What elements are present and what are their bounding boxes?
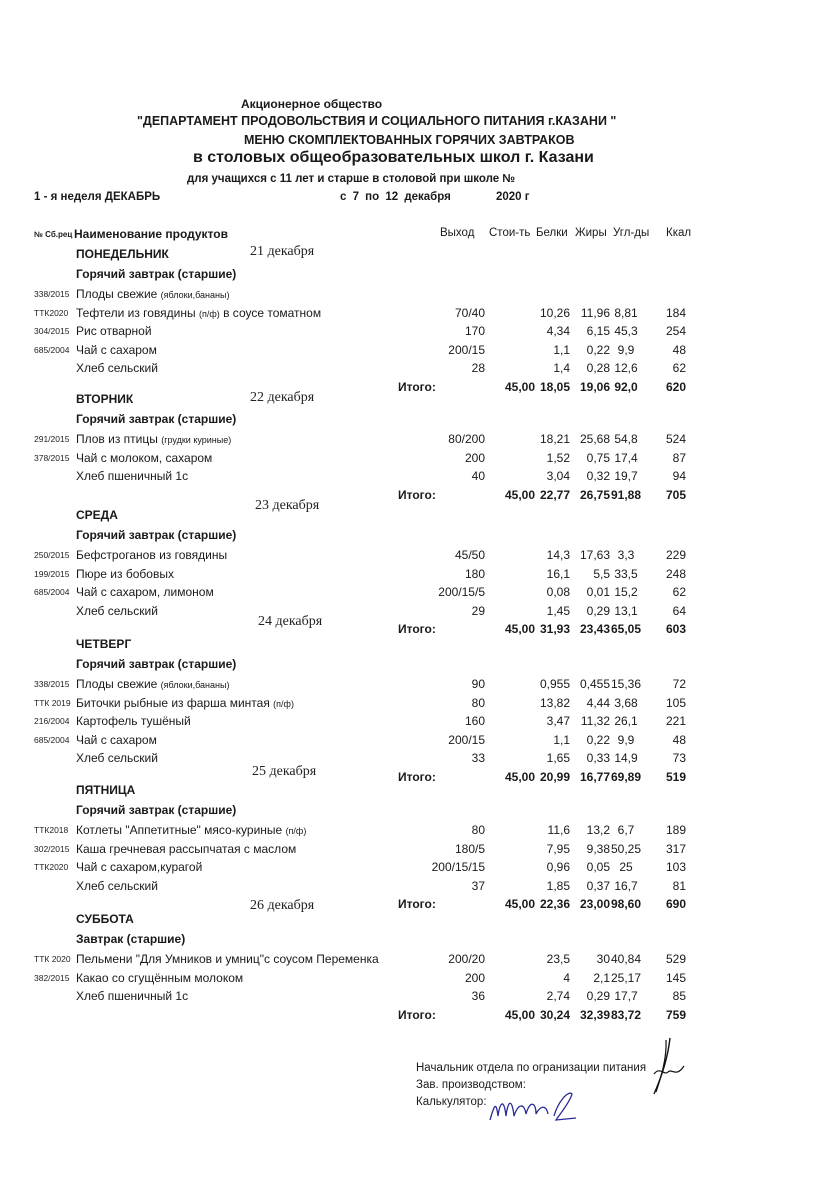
dish-note: (п/ф)	[273, 698, 294, 709]
dish-name-main: Картофель тушёный	[76, 714, 191, 728]
dish-name-main: Тефтели из говядины	[76, 305, 199, 320]
carbs-value: 45,3	[614, 324, 638, 338]
total-cost: 45,00	[504, 1007, 535, 1022]
output-value: 200/15/15	[431, 860, 485, 874]
total-carbs: 83,72	[610, 1007, 642, 1022]
carbs-value: 19,7	[614, 469, 638, 483]
column-kcal: Ккал	[666, 227, 692, 239]
menu-item-row	[0, 432, 813, 450]
kcal-value: 254	[665, 324, 686, 338]
output-value: 37	[471, 878, 485, 893]
dish-name-main: Хлеб сельский	[76, 878, 158, 893]
carbs-value: 9,9	[617, 732, 635, 747]
total-label: Итого:	[398, 379, 436, 394]
menu-item-row	[0, 879, 813, 897]
fat-value: 0,33	[586, 751, 610, 765]
day-date: 24 декабря	[258, 614, 323, 629]
column-output: Выход	[440, 227, 475, 239]
carbs-value: 12,6	[614, 361, 638, 375]
dish-name	[76, 361, 158, 375]
dish-name	[76, 879, 158, 893]
recipe-code: 338/2015	[34, 679, 70, 689]
dish-name-main: Пельмени "Для Умников и умниц"с соусом Переменка	[76, 952, 379, 966]
dish-note: (яблоки,бананы)	[160, 290, 230, 300]
recipe-code: 378/2015	[34, 452, 70, 463]
day-date: 23 декабря	[255, 498, 320, 513]
fat-value: 4,44	[586, 695, 610, 710]
dish-name-main: Рис отварной	[76, 324, 152, 338]
dish-name-main: Бефстроганов из говядины	[76, 548, 228, 562]
fat-value: 0,01	[586, 585, 610, 599]
carbs-value: 54,8	[614, 432, 638, 446]
protein-value: 18,21	[539, 432, 570, 446]
output-value: 200/15	[448, 342, 485, 357]
menu-item-row	[0, 585, 813, 603]
kcal-value: 317	[665, 841, 686, 856]
signature-head-mark	[640, 1036, 700, 1096]
carbs-value: 50,25	[610, 841, 642, 856]
menu-item-row	[0, 324, 813, 342]
recipe-code: 199/2015	[34, 568, 70, 579]
kcal-value: 103	[665, 860, 686, 874]
dish-note: (грудки куриные)	[161, 435, 232, 445]
dish-name-main: Чай с молоком, сахаром	[76, 450, 213, 465]
kcal-value: 524	[665, 432, 686, 446]
total-fat: 16,77	[579, 769, 610, 784]
dish-name	[76, 971, 243, 985]
output-value: 45/50	[454, 548, 485, 562]
recipe-code: 216/2004	[34, 716, 70, 726]
kcal-value: 94	[672, 469, 686, 483]
dish-note: (яблоки,бананы)	[160, 680, 230, 690]
protein-value: 0,08	[546, 585, 570, 599]
fat-value: 17,63	[579, 548, 610, 562]
column-protein: Белки	[536, 227, 568, 239]
carbs-value: 17,4	[614, 450, 638, 465]
dish-name-main: Хлеб сельский	[76, 751, 158, 765]
fat-value: 0,05	[586, 860, 610, 874]
kcal-value: 48	[672, 732, 686, 747]
output-value: 180/5	[454, 841, 485, 856]
protein-value: 16,1	[546, 566, 570, 581]
signature-head-label: Начальник отдела по огранизации питания	[416, 1062, 647, 1074]
total-kcal: 705	[665, 487, 686, 502]
recipe-code: 291/2015	[34, 434, 70, 444]
protein-value: 1,45	[546, 603, 570, 618]
fat-value: 0,29	[586, 989, 610, 1003]
dish-name	[76, 306, 321, 320]
total-label: Итого:	[398, 1007, 436, 1022]
protein-value: 11,6	[547, 823, 570, 837]
fat-value: 11,96	[580, 305, 610, 320]
carbs-value: 26,1	[614, 714, 638, 728]
column-fat: Жиры	[575, 227, 607, 239]
recipe-code: 685/2004	[34, 344, 70, 355]
kcal-value: 229	[665, 548, 686, 562]
total-kcal: 759	[665, 1007, 686, 1022]
dish-name-main: Чай с сахаром	[76, 732, 157, 747]
dish-name-main: Чай с сахаром, лимоном	[76, 585, 214, 599]
audience-line: для учащихся с 11 лет и старше в столовой при школе №	[187, 173, 516, 185]
total-cost: 45,00	[504, 622, 535, 636]
protein-value: 14,3	[546, 548, 570, 562]
meal-type: Горячий завтрак (старшие)	[76, 803, 237, 817]
dish-name	[76, 585, 214, 599]
total-carbs: 65,05	[610, 622, 642, 636]
day-name: ВТОРНИК	[76, 392, 134, 406]
dish-name	[76, 451, 212, 465]
signature-calculator-label: Калькулятор:	[416, 1096, 487, 1108]
total-cost: 45,00	[504, 487, 535, 502]
kcal-value: 248	[665, 566, 686, 581]
dish-name	[76, 324, 152, 338]
fat-value: 11,32	[580, 714, 610, 728]
dish-name	[76, 989, 188, 1003]
meal-type: Горячий завтрак (старшие)	[76, 528, 237, 542]
dish-name-main: Какао со сгущённым молоком	[76, 970, 244, 985]
carbs-value: 8,81	[614, 305, 638, 320]
dish-name-main: Плов из птицы	[76, 432, 162, 446]
day-date: 25 декабря	[252, 764, 317, 779]
recipe-code: ТТК2018	[34, 825, 69, 835]
menu-item-row	[0, 860, 813, 878]
fat-value: 0,455	[579, 677, 610, 691]
dish-name-main: Хлеб пшеничный 1с	[76, 989, 189, 1003]
total-cost: 45,00	[504, 769, 535, 784]
column-carbs: Угл-ды	[613, 227, 650, 239]
kcal-value: 221	[665, 714, 686, 728]
dish-name	[76, 860, 202, 874]
carbs-value: 3,68	[614, 695, 638, 710]
kcal-value: 64	[672, 603, 686, 618]
output-value: 90	[471, 677, 485, 691]
output-value: 80	[471, 823, 485, 837]
total-kcal: 519	[665, 769, 686, 784]
carbs-value: 17,7	[614, 989, 638, 1003]
menu-item-row	[0, 306, 813, 324]
total-fat: 26,75	[579, 487, 610, 502]
kcal-value: 62	[672, 361, 686, 375]
carbs-value: 6,7	[617, 823, 635, 837]
meal-type: Горячий завтрак (старшие)	[76, 267, 237, 281]
total-carbs: 91,88	[610, 487, 642, 502]
protein-value: 3,04	[546, 469, 570, 483]
total-carbs: 92,0	[614, 379, 638, 394]
carbs-value: 40,84	[610, 952, 642, 966]
day-date: 21 декабря	[250, 244, 315, 259]
kcal-value: 72	[672, 677, 686, 691]
menu-item-row	[0, 842, 813, 860]
output-value: 180	[464, 566, 485, 581]
output-value: 80/200	[448, 432, 485, 446]
dish-name	[76, 432, 231, 446]
protein-value: 13,82	[539, 695, 570, 710]
dish-name	[76, 751, 158, 765]
output-value: 70/40	[454, 305, 485, 320]
menu-item-row	[0, 952, 813, 970]
fat-value: 9,38	[586, 841, 610, 856]
menu-item-row	[0, 677, 813, 695]
protein-value: 1,65	[546, 751, 570, 765]
dish-name	[76, 696, 294, 710]
protein-value: 7,95	[546, 841, 570, 856]
column-code: № Сб.рец	[34, 230, 73, 239]
day-date: 26 декабря	[250, 898, 315, 913]
recipe-code: 302/2015	[34, 843, 70, 854]
output-value: 160	[464, 714, 485, 728]
recipe-code: 250/2015	[34, 550, 70, 560]
fat-value: 0,29	[586, 603, 610, 618]
total-carbs: 69,89	[610, 769, 642, 784]
dish-name	[76, 952, 379, 966]
protein-value: 1,1	[553, 732, 570, 747]
carbs-value: 25,17	[610, 970, 642, 985]
column-cost: Стои-ть	[489, 227, 531, 239]
recipe-code: 382/2015	[34, 972, 70, 983]
period-label: с 7 по 12 декабря	[340, 191, 451, 203]
dish-name	[76, 842, 296, 856]
recipe-code: 304/2015	[34, 326, 70, 336]
day-name: ПОНЕДЕЛЬНИК	[76, 247, 169, 261]
protein-value: 1,85	[546, 878, 570, 893]
dish-name	[76, 469, 188, 483]
total-carbs: 98,60	[610, 897, 642, 911]
dish-name-main: Хлеб пшеничный 1с	[76, 469, 189, 483]
output-value: 200	[464, 450, 485, 465]
dish-name	[76, 604, 158, 618]
total-protein: 22,36	[539, 897, 570, 911]
dish-name	[76, 823, 306, 837]
menu-item-row	[0, 971, 813, 989]
dish-name-tail: в соусе томатном	[219, 305, 322, 320]
menu-item-row	[0, 548, 813, 566]
carbs-value: 13,1	[614, 603, 638, 618]
total-kcal: 620	[665, 379, 686, 394]
fat-value: 2,1	[593, 970, 610, 985]
dish-name-main: Хлеб сельский	[76, 361, 158, 375]
output-value: 29	[471, 603, 485, 618]
total-protein: 31,93	[539, 622, 570, 636]
recipe-code: ТТК 2019	[34, 697, 71, 708]
total-protein: 18,05	[539, 379, 570, 394]
fat-value: 0,28	[586, 361, 610, 375]
output-value: 200/15	[448, 732, 485, 747]
protein-value: 23,5	[546, 952, 570, 966]
total-fat: 23,00	[579, 897, 610, 911]
org-type: Акционерное общество	[241, 97, 383, 111]
recipe-code: ТТК 2020	[34, 954, 71, 964]
menu-item-row	[0, 751, 813, 769]
fat-value: 25,68	[579, 432, 610, 446]
protein-value: 3,47	[546, 714, 570, 728]
menu-item-row	[0, 343, 813, 361]
menu-subtitle: в столовых общеобразовательных школ г. Казани	[193, 149, 594, 166]
fat-value: 0,37	[586, 878, 610, 893]
total-label: Итого:	[398, 897, 436, 911]
recipe-code: ТТК2020	[34, 307, 69, 318]
recipe-code: ТТК2020	[34, 862, 69, 872]
protein-value: 4,34	[546, 324, 570, 338]
fat-value: 0,32	[586, 469, 610, 483]
dish-name	[76, 714, 191, 728]
carbs-value: 9,9	[617, 342, 635, 357]
fat-value: 0,75	[586, 450, 610, 465]
fat-value: 13,2	[586, 823, 610, 837]
kcal-value: 105	[665, 695, 686, 710]
menu-item-row	[0, 287, 813, 305]
meal-type: Горячий завтрак (старшие)	[76, 412, 237, 426]
fat-value: 6,15	[586, 324, 610, 338]
signature-calculator-mark	[486, 1086, 586, 1126]
total-label: Итого:	[398, 769, 436, 784]
total-kcal: 690	[665, 897, 686, 911]
day-name: ПЯТНИЦА	[76, 783, 136, 797]
menu-item-row	[0, 567, 813, 585]
dish-name-main: Чай с сахаром,курагой	[76, 860, 203, 874]
carbs-value: 33,5	[614, 566, 638, 581]
total-cost: 45,00	[504, 379, 535, 394]
fat-value: 30	[596, 952, 610, 966]
dish-name	[76, 733, 157, 747]
kcal-value: 48	[672, 342, 686, 357]
dish-name	[76, 677, 229, 691]
total-protein: 20,99	[539, 769, 570, 784]
meal-type: Завтрак (старшие)	[76, 932, 186, 946]
signature-production-label: Зав. производством:	[416, 1079, 526, 1091]
dish-name-main: Плоды свежие	[76, 287, 161, 301]
day-total-row	[0, 488, 813, 506]
output-value: 200/15/5	[438, 585, 485, 599]
total-protein: 30,24	[539, 1007, 570, 1022]
kcal-value: 145	[665, 970, 686, 985]
carbs-value: 14,9	[614, 751, 638, 765]
total-label: Итого:	[398, 487, 436, 502]
day-name: ЧЕТВЕРГ	[76, 637, 132, 651]
total-kcal: 603	[665, 622, 686, 636]
meal-type: Горячий завтрак (старшие)	[76, 657, 237, 671]
carbs-value: 15,36	[610, 677, 642, 691]
menu-item-row	[0, 451, 813, 469]
carbs-value: 25	[619, 860, 633, 874]
dish-name	[76, 287, 229, 301]
org-name: "ДЕПАРТАМЕНТ ПРОДОВОЛЬСТВИЯ И СОЦИАЛЬНОГО ПИТАНИЯ г.КАЗАНИ "	[137, 114, 617, 128]
day-date: 22 декабря	[250, 390, 315, 405]
kcal-value: 73	[672, 751, 686, 765]
kcal-value: 529	[665, 952, 686, 966]
menu-item-row	[0, 604, 813, 622]
dish-name-main: Чай с сахаром	[76, 342, 157, 357]
menu-item-row	[0, 696, 813, 714]
dish-name	[76, 548, 227, 562]
output-value: 80	[471, 695, 485, 710]
output-value: 33	[471, 751, 485, 765]
day-name: СУББОТА	[76, 912, 134, 926]
year-label: 2020 г	[496, 191, 530, 203]
fat-value: 5,5	[593, 566, 610, 581]
menu-item-row	[0, 733, 813, 751]
total-label: Итого:	[398, 622, 436, 636]
fat-value: 0,22	[586, 732, 610, 747]
total-fat: 32,39	[579, 1007, 610, 1022]
menu-item-row	[0, 361, 813, 379]
recipe-code: 685/2004	[34, 587, 70, 597]
kcal-value: 184	[665, 305, 686, 320]
column-name: Наименование продуктов	[74, 227, 228, 241]
dish-name	[76, 567, 174, 581]
output-value: 40	[471, 469, 485, 483]
dish-note: (п/ф)	[285, 826, 307, 836]
total-protein: 22,77	[539, 487, 570, 502]
protein-value: 4	[563, 970, 570, 985]
dish-name	[76, 343, 157, 357]
protein-value: 0,96	[546, 860, 570, 874]
week-label: 1 - я неделя ДЕКАБРЬ	[34, 191, 161, 203]
protein-value: 0,955	[539, 677, 570, 691]
dish-note: (п/ф)	[198, 308, 220, 319]
kcal-value: 62	[672, 585, 686, 599]
protein-value: 1,52	[546, 450, 570, 465]
dish-name-main: Хлеб сельский	[76, 603, 158, 618]
recipe-code: 338/2015	[34, 289, 70, 299]
total-fat: 23,43	[579, 622, 610, 636]
total-cost: 45,00	[504, 897, 535, 911]
dish-name-main: Котлеты "Аппетитные" мясо-куриные	[76, 823, 286, 837]
day-total-row	[0, 1008, 813, 1026]
recipe-code: 685/2004	[34, 734, 70, 745]
menu-item-row	[0, 823, 813, 841]
total-fat: 19,06	[579, 379, 610, 394]
output-value: 200	[464, 970, 485, 985]
output-value: 28	[471, 361, 485, 375]
output-value: 200/20	[448, 952, 485, 966]
protein-value: 10,26	[539, 305, 570, 320]
menu-item-row	[0, 469, 813, 487]
carbs-value: 3,3	[617, 548, 635, 562]
protein-value: 1,4	[553, 361, 570, 375]
day-name: СРЕДА	[76, 508, 118, 522]
column-header-row	[34, 227, 694, 243]
dish-name-main: Биточки рыбные из фарша минтая	[76, 695, 274, 710]
protein-value: 2,74	[546, 989, 570, 1003]
output-value: 36	[471, 989, 485, 1003]
dish-name-main: Пюре из бобовых	[76, 566, 174, 581]
dish-name-main: Плоды свежие	[76, 677, 161, 691]
menu-title: МЕНЮ СКОМПЛЕКТОВАННЫХ ГОРЯЧИХ ЗАВТРАКОВ	[244, 133, 575, 147]
fat-value: 0,22	[586, 342, 610, 357]
menu-item-row	[0, 714, 813, 732]
carbs-value: 15,2	[614, 585, 638, 599]
kcal-value: 85	[672, 989, 686, 1003]
carbs-value: 16,7	[614, 878, 638, 893]
protein-value: 1,1	[553, 342, 570, 357]
kcal-value: 189	[665, 823, 686, 837]
dish-name-main: Каша гречневая рассыпчатая с маслом	[76, 841, 297, 856]
output-value: 170	[464, 324, 485, 338]
menu-item-row	[0, 989, 813, 1007]
kcal-value: 81	[672, 878, 686, 893]
kcal-value: 87	[672, 450, 686, 465]
